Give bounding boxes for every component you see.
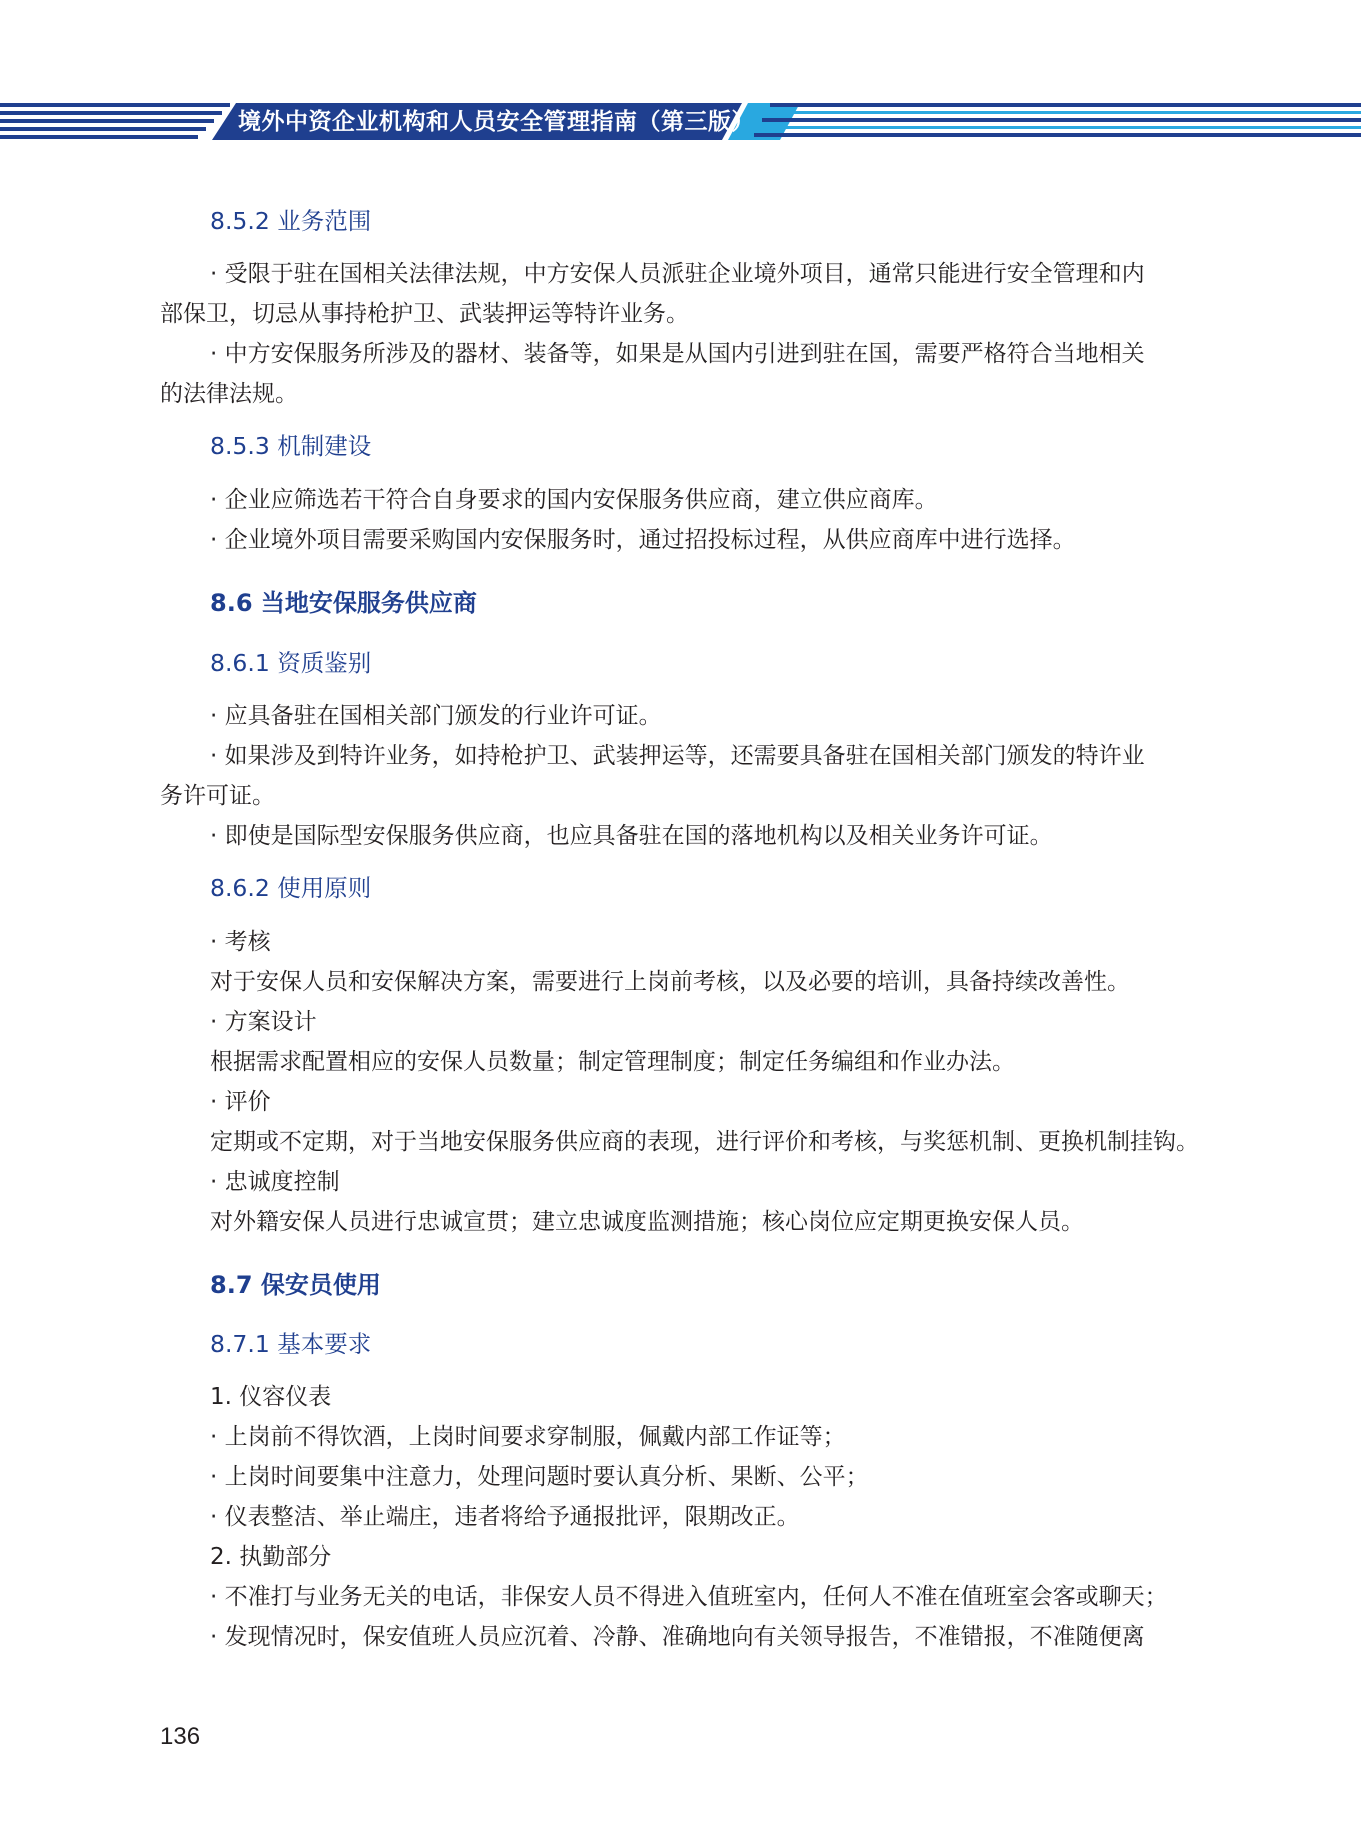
paragraph-line: · 中方安保服务所涉及的器材、装备等，如果是从国内引进到驻在国，需要严格符合当地相关 — [210, 341, 1145, 367]
numbered-item: 2. 执勤部分 — [210, 1544, 332, 1570]
bullet-item: · 上岗前不得饮酒，上岗时间要求穿制服，佩戴内部工作证等； — [210, 1424, 846, 1450]
item-text: 对于安保人员和安保解决方案，需要进行上岗前考核，以及必要的培训，具备持续改善性。 — [210, 969, 1130, 995]
paragraph-line: 部保卫，切忌从事持枪护卫、武装押运等特许业务。 — [160, 301, 689, 327]
paragraph-line: · 受限于驻在国相关法律法规，中方安保人员派驻企业境外项目，通常只能进行安全管理和内 — [210, 261, 1145, 287]
section-heading-8-5-2: 8.5.2 业务范围 — [210, 207, 372, 235]
section-heading-8-7: 8.7 保安员使用 — [210, 1271, 381, 1299]
section-heading-8-7-1: 8.7.1 基本要求 — [210, 1330, 372, 1358]
section-heading-8-6: 8.6 当地安保服务供应商 — [210, 589, 477, 617]
section-heading-8-6-2: 8.6.2 使用原则 — [210, 874, 372, 902]
item-title: · 方案设计 — [210, 1009, 317, 1035]
item-text: 根据需求配置相应的安保人员数量；制定管理制度；制定任务编组和作业办法。 — [210, 1049, 1015, 1075]
book-title: 境外中资企业机构和人员安全管理指南（第三版） — [238, 109, 755, 135]
bullet-item: · 企业应筛选若干符合自身要求的国内安保服务供应商，建立供应商库。 — [210, 487, 938, 513]
bullet-item: · 即使是国际型安保服务供应商，也应具备驻在国的落地机构以及相关业务许可证。 — [210, 823, 1053, 849]
bullet-item: · 应具备驻在国相关部门颁发的行业许可证。 — [210, 703, 662, 729]
section-heading-8-6-1: 8.6.1 资质鉴别 — [210, 649, 372, 677]
item-title: · 评价 — [210, 1089, 271, 1115]
paragraph-line: 的法律法规。 — [160, 381, 298, 407]
page-number: 136 — [160, 1723, 201, 1750]
bullet-item: · 企业境外项目需要采购国内安保服务时，通过招投标过程，从供应商库中进行选择。 — [210, 527, 1076, 553]
paragraph-line: 务许可证。 — [160, 783, 275, 809]
item-text: 对外籍安保人员进行忠诚宣贯；建立忠诚度监测措施；核心岗位应定期更换安保人员。 — [210, 1209, 1084, 1235]
item-title: · 忠诚度控制 — [210, 1169, 340, 1195]
bullet-item: · 发现情况时，保安值班人员应沉着、冷静、准确地向有关领导报告，不准错报，不准随便离 — [210, 1624, 1145, 1650]
numbered-item: 1. 仪容仪表 — [210, 1384, 332, 1410]
paragraph-line: · 如果涉及到特许业务，如持枪护卫、武装押运等，还需要具备驻在国相关部门颁发的特许业 — [210, 743, 1145, 769]
bullet-item: · 仪表整洁、举止端庄，违者将给予通报批评，限期改正。 — [210, 1504, 800, 1530]
bullet-item: · 不准打与业务无关的电话，非保安人员不得进入值班室内，任何人不准在值班室会客或聊天； — [210, 1584, 1168, 1610]
section-heading-8-5-3: 8.5.3 机制建设 — [210, 432, 372, 460]
item-title: · 考核 — [210, 929, 271, 955]
item-text: 定期或不定期，对于当地安保服务供应商的表现，进行评价和考核，与奖惩机制、更换机制挂钩。 — [210, 1129, 1199, 1155]
bullet-item: · 上岗时间要集中注意力，处理问题时要认真分析、果断、公平； — [210, 1464, 869, 1490]
